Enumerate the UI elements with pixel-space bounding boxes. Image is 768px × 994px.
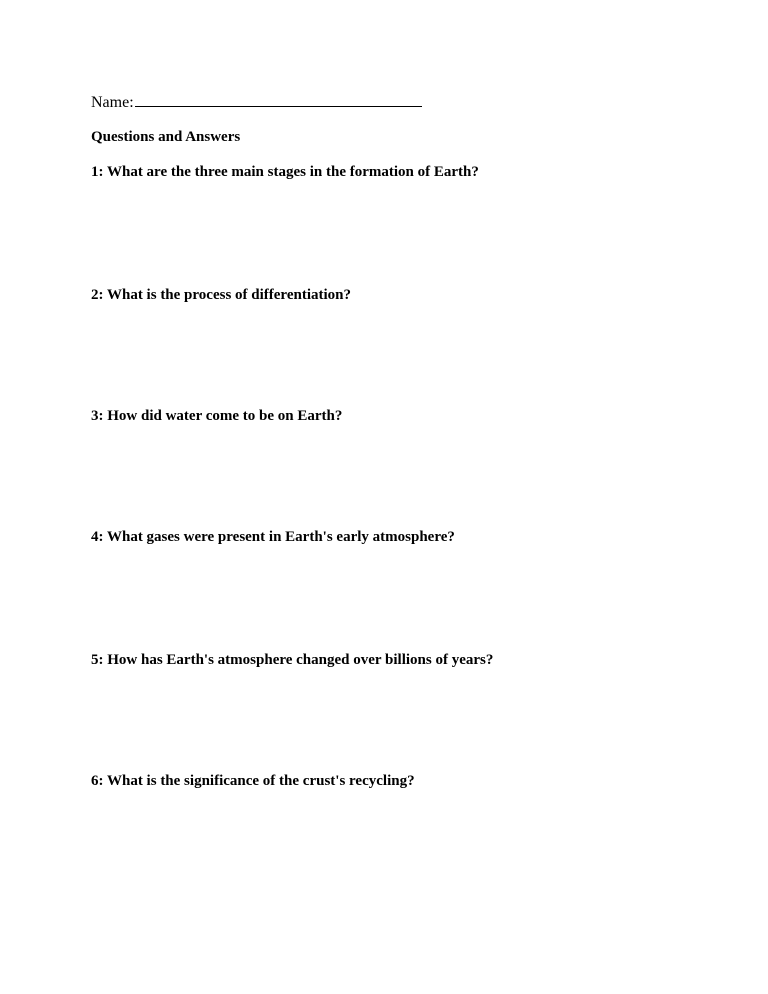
answer-space-4[interactable] [91,553,691,633]
question-2: 2: What is the process of differentiation? [91,287,351,303]
question-4: 4: What gases were present in Earth's early atmosphere? [91,529,455,545]
answer-space-6[interactable] [91,797,691,877]
question-6: 6: What is the significance of the crust's recycling? [91,773,415,789]
name-label: Name: [91,94,134,111]
answer-space-5[interactable] [91,676,691,756]
name-field-row [91,90,422,113]
answer-space-2[interactable] [91,311,691,391]
answer-space-1[interactable] [91,188,691,268]
question-1: 1: What are the three main stages in the formation of Earth? [91,164,479,180]
section-heading: Questions and Answers [91,129,241,145]
question-5: 5: How has Earth's atmosphere changed over billions of years? [91,652,494,668]
answer-space-3[interactable] [91,432,691,512]
name-blank-line[interactable] [135,90,422,107]
question-3: 3: How did water come to be on Earth? [91,408,343,424]
